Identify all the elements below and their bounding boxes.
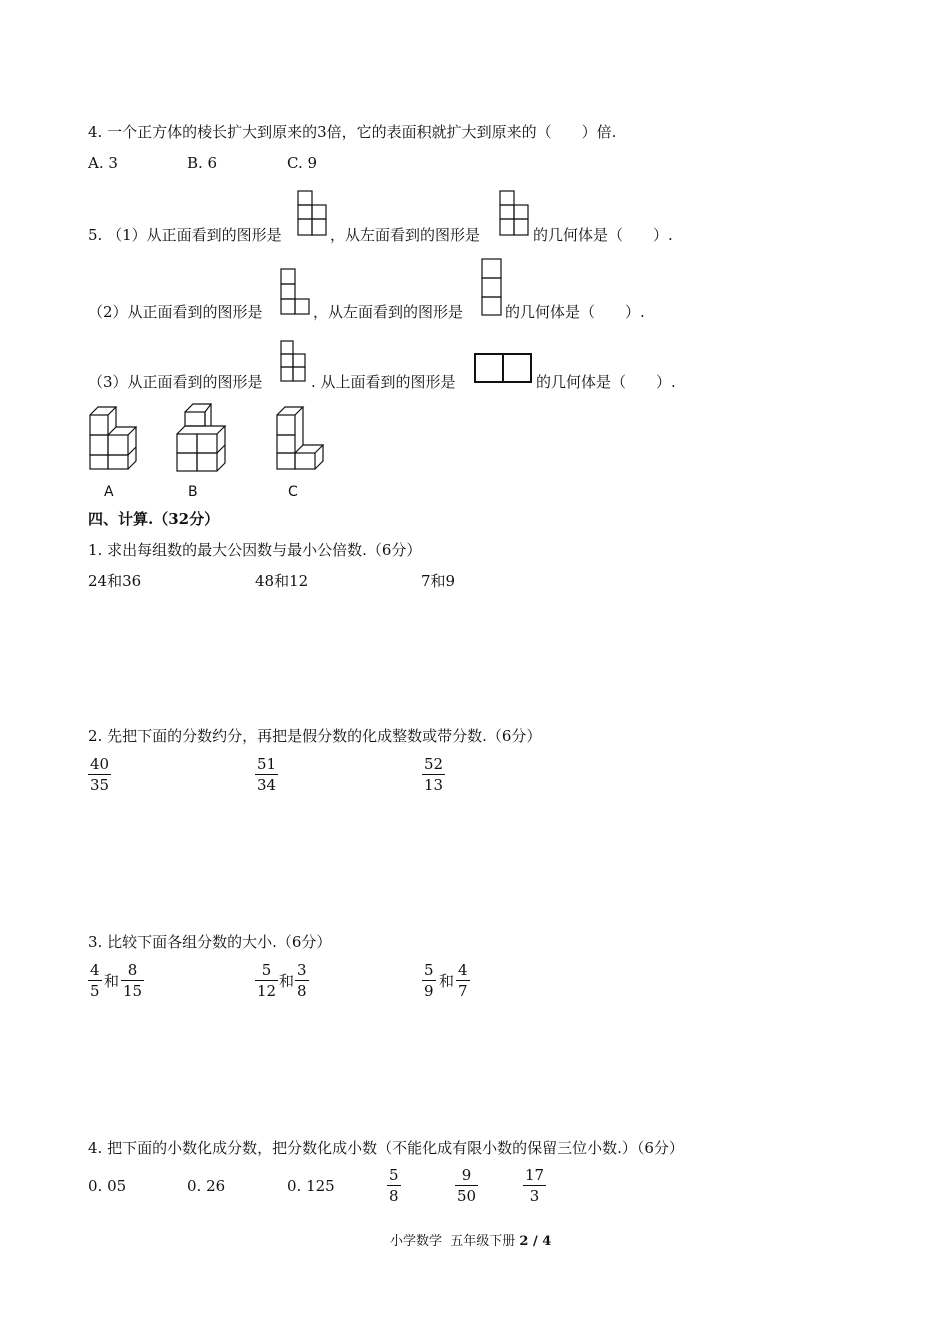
numerator: 4 — [90, 961, 100, 979]
view-front-3 — [280, 340, 310, 385]
numerator: 3 — [297, 961, 307, 979]
p4-decimal-1: 0. 05 — [88, 1177, 127, 1195]
p3-pair1-left — [88, 961, 102, 1000]
numerator: 52 — [424, 755, 444, 773]
denominator: 12 — [257, 982, 277, 1000]
p1-title: 1. 求出每组数的最大公因数与最小公倍数.（6分） — [88, 541, 422, 559]
p4-decimal-2: 0. 26 — [187, 1177, 226, 1195]
denominator: 8 — [389, 1187, 399, 1205]
numerator: 51 — [257, 755, 277, 773]
p3-pair1-right — [121, 961, 144, 1000]
q5-line2-c: 的几何体是（ ）. — [505, 303, 645, 321]
p4-fraction-2 — [455, 1166, 478, 1205]
q4-option-c: C. 9 — [287, 154, 318, 172]
numerator: 9 — [461, 1166, 472, 1184]
p3-pair3-connector: 和 — [439, 972, 455, 990]
p1-item-3: 7和9 — [421, 572, 456, 590]
numerator: 4 — [458, 961, 468, 979]
numerator: 5 — [261, 961, 272, 979]
denominator: 7 — [458, 982, 468, 1000]
numerator: 5 — [424, 961, 434, 979]
p2-fraction-3 — [422, 755, 445, 794]
p2-fraction-2 — [255, 755, 278, 794]
solid-a-figure — [88, 405, 140, 473]
p4-fraction-1 — [387, 1166, 401, 1205]
solid-a-label: A — [104, 484, 114, 500]
view-left-2 — [481, 258, 503, 318]
q4-text: 4. 一个正方体的棱长扩大到原来的3倍，它的表面积就扩大到原来的（ ）倍. — [88, 123, 617, 141]
q4-option-a: A. 3 — [88, 154, 118, 172]
numerator: 17 — [525, 1166, 545, 1184]
p2-title: 2. 先把下面的分数约分，再把是假分数的化成整数或带分数.（6分） — [88, 727, 542, 745]
numerator: 5 — [389, 1166, 399, 1184]
p3-pair2-connector: 和 — [279, 972, 295, 990]
q4-option-b: B. 6 — [187, 154, 218, 172]
q5-line3-a: （3）从正面看到的图形是 — [88, 373, 263, 391]
q5-line3-c: 的几何体是（ ）. — [536, 373, 676, 391]
solid-b-label: B — [188, 484, 198, 500]
numerator: 8 — [127, 961, 138, 979]
q5-line1-a: 5. （1）从正面看到的图形是 — [88, 226, 282, 244]
p3-pair2-right — [295, 961, 309, 1000]
p1-item-2: 48和12 — [255, 572, 309, 590]
q5-line2-a: （2）从正面看到的图形是 — [88, 303, 263, 321]
view-front-1 — [297, 190, 329, 238]
p3-title: 3. 比较下面各组分数的大小.（6分） — [88, 933, 332, 951]
solid-c-label: C — [288, 484, 298, 500]
section4-title: 四、计算.（32分） — [88, 510, 220, 528]
p3-pair3-right — [456, 961, 470, 1000]
view-left-1 — [499, 190, 531, 238]
denominator: 9 — [424, 982, 434, 1000]
denominator: 13 — [424, 776, 444, 794]
p4-decimal-3: 0. 125 — [287, 1177, 335, 1195]
denominator: 3 — [529, 1187, 540, 1205]
p3-pair3-left — [422, 961, 436, 1000]
denominator: 35 — [90, 776, 110, 794]
p3-pair2-left — [255, 961, 278, 1000]
denominator: 50 — [457, 1187, 477, 1205]
solid-b-figure — [175, 402, 231, 474]
q5-line2-b: ，从左面看到的图形是 — [313, 303, 464, 321]
page-footer — [390, 1230, 551, 1249]
p4-title: 4. 把下面的小数化成分数，把分数化成小数（不能化成有限小数的保留三位小数.）（6分） — [88, 1139, 684, 1157]
denominator: 34 — [257, 776, 277, 794]
view-top-3 — [474, 353, 534, 385]
q5-line1-c: 的几何体是（ ）. — [533, 226, 673, 244]
denominator: 8 — [297, 982, 307, 1000]
denominator: 15 — [123, 982, 143, 1000]
footer-subject: 小学数学 五年级下册 — [390, 1234, 516, 1249]
numerator: 40 — [90, 755, 110, 773]
view-front-2 — [280, 268, 312, 318]
p2-fraction-1 — [88, 755, 111, 794]
p4-fraction-3 — [523, 1166, 546, 1205]
solid-c-figure — [275, 405, 327, 473]
p1-item-1: 24和36 — [88, 572, 142, 590]
p3-pair1-connector: 和 — [104, 972, 120, 990]
q5-line1-b: ，从左面看到的图形是 — [330, 226, 481, 244]
denominator: 5 — [90, 982, 100, 1000]
q5-line3-b: . 从上面看到的图形是 — [311, 373, 456, 391]
footer-page-number: 2 / 4 — [519, 1234, 552, 1249]
